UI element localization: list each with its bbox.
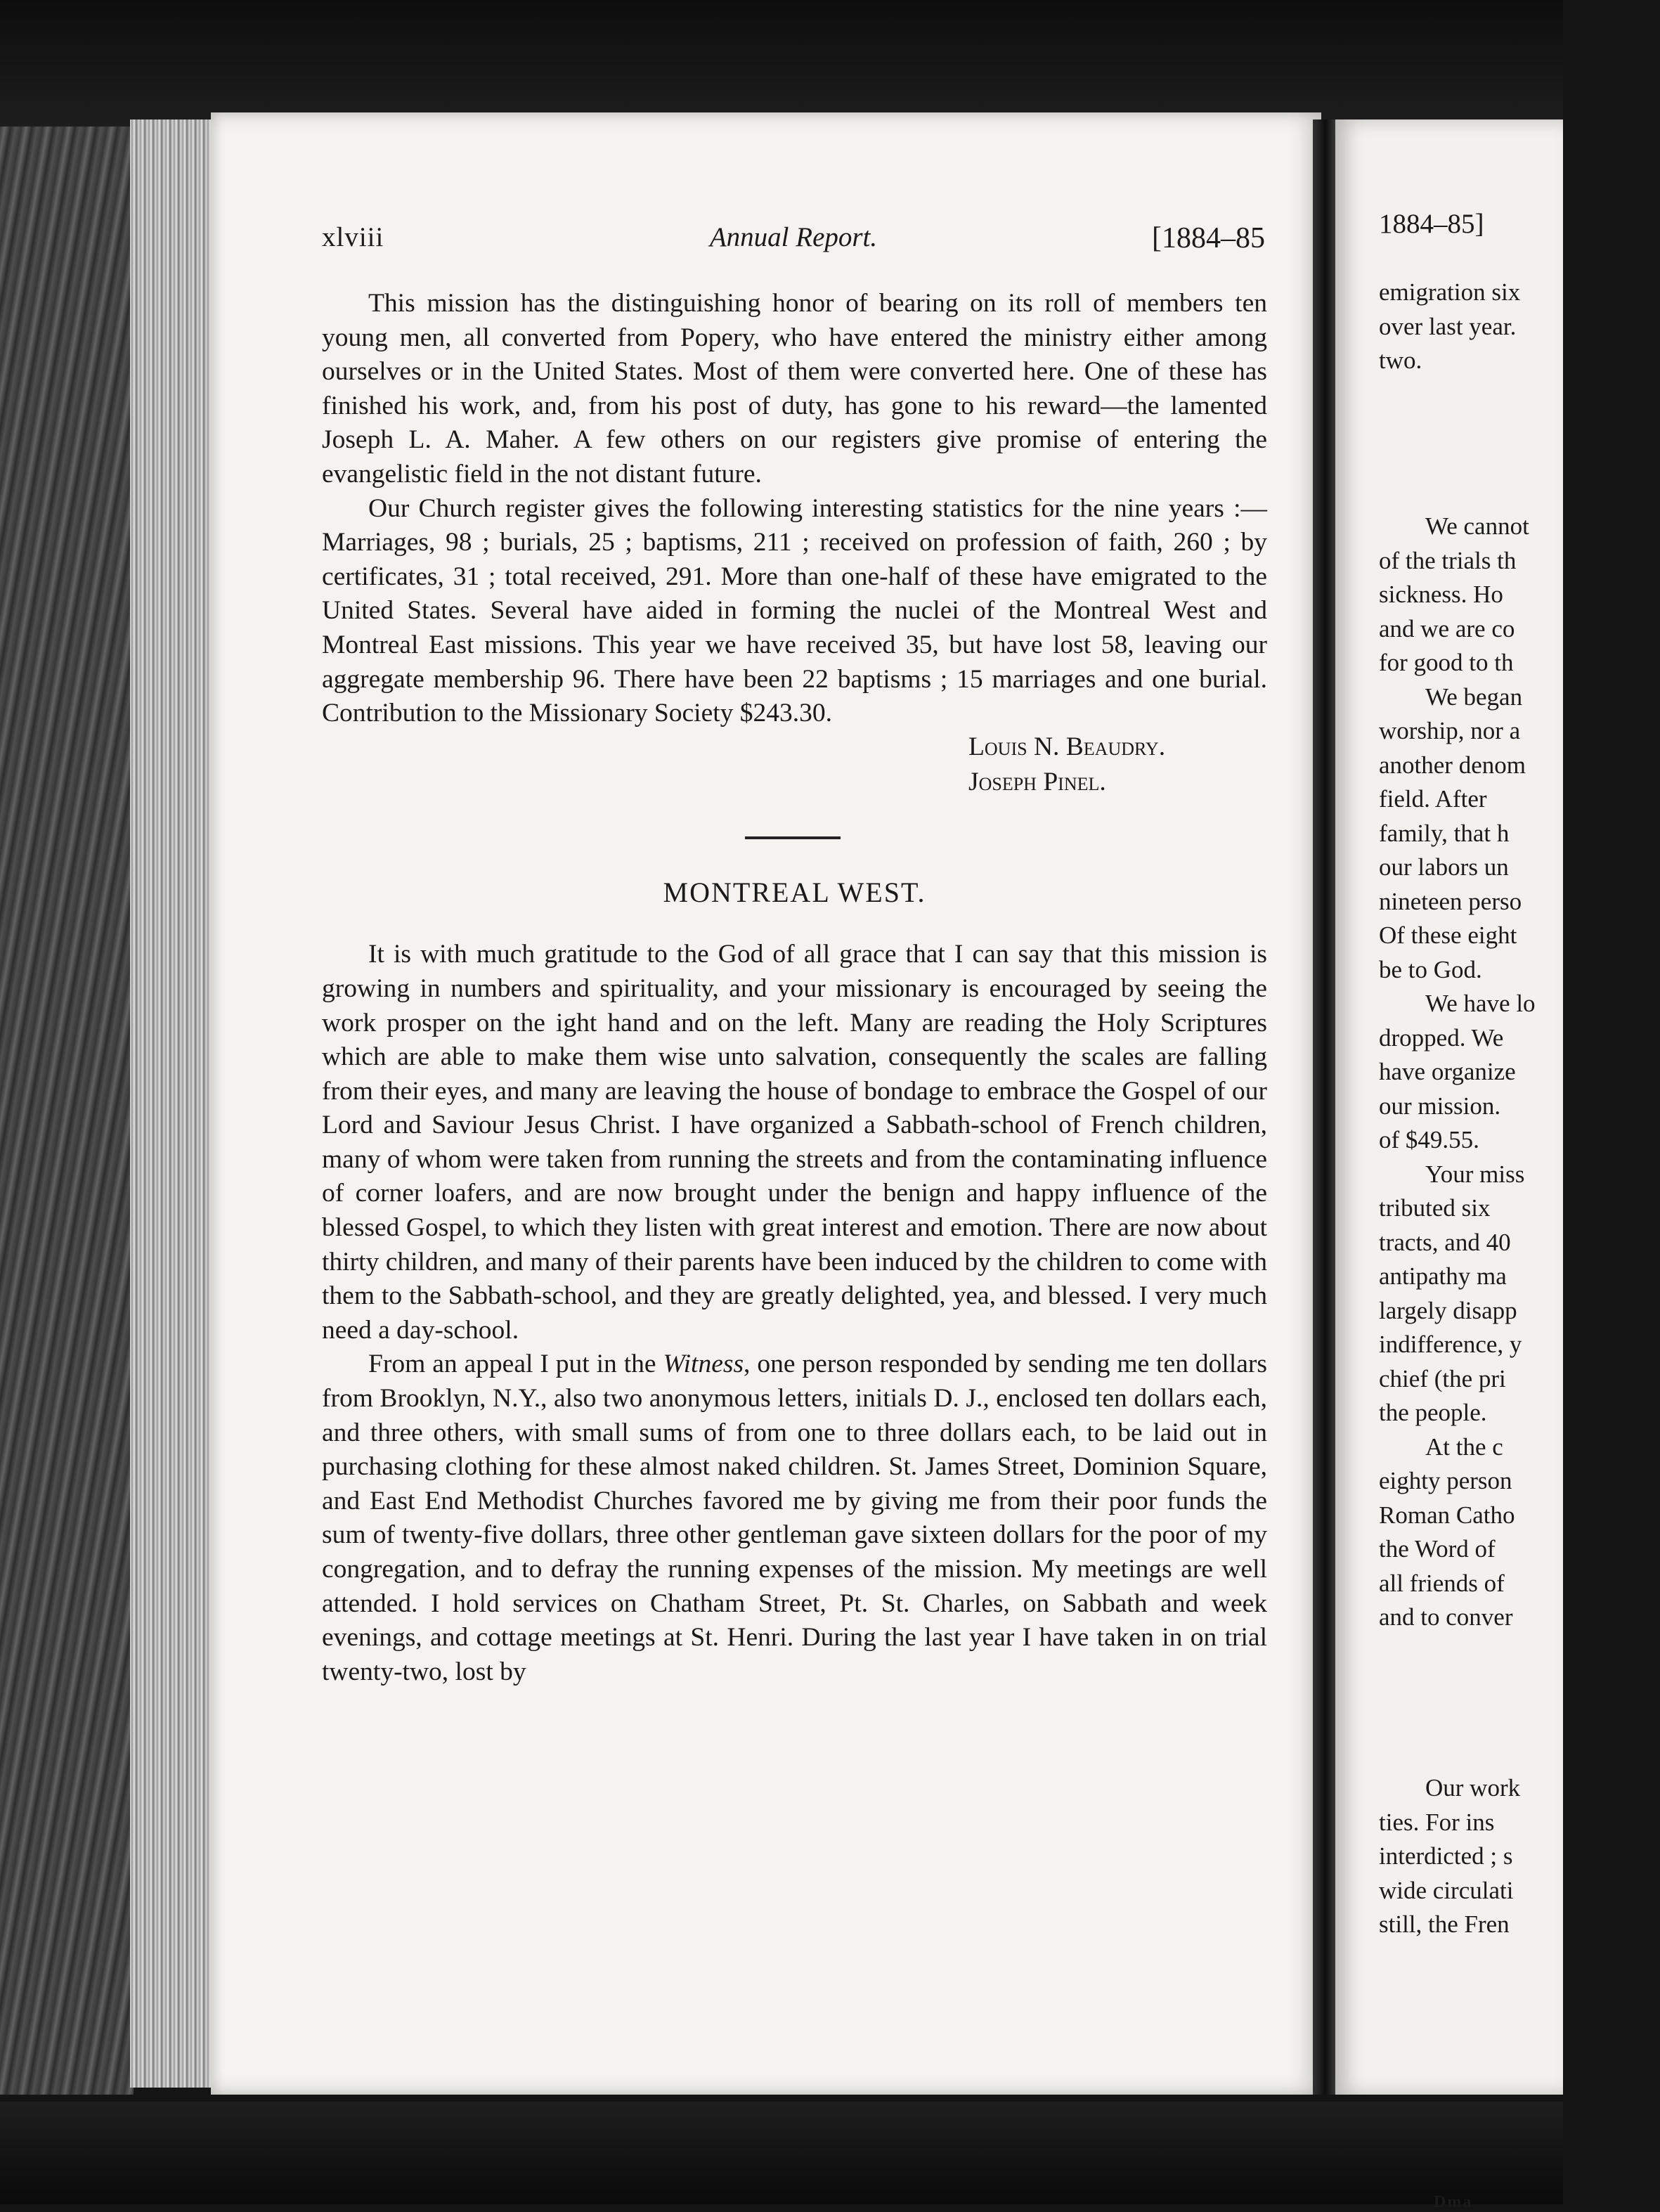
text-line: emigration six <box>1379 278 1521 306</box>
text-line: We cannot <box>1425 512 1529 540</box>
text-line: Your miss <box>1425 1160 1525 1188</box>
book-marbled-edge <box>0 127 134 2095</box>
signature-mark: Dma <box>1434 2193 1473 2211</box>
text-line: antipathy ma <box>1379 1262 1507 1290</box>
paragraph: It is with much gratitude to the God of all grace that I can say that this mission is growing in numbers and spirituality, and your missionary is encouraged by seeing the work prosper on the ight hand and on the left. Many are reading the Holy Scriptures which are able to make them wise unto salvation, consequently the scales are falling from their eyes, and many are leaving the house of bondage to embrace the Gospel of our Lord and Saviour Jesus Christ. I have organized a Sabbath-school of French children, many of whom were taken from running the streets and from the contaminating influence of corner loafers, and are now brought under the benign and happy influence of the blessed Gospel, to which they listen with great interest and emotion. There are now about thirty children, and many of their parents have been induced by the children to come with them to the Sabbath-school, and they are greatly delighted, yea, and blessed. I very much need a day-school. <box>322 940 1267 1345</box>
text-line: worship, nor a <box>1379 717 1521 744</box>
text-line: tracts, and 40 <box>1379 1228 1511 1256</box>
signature: Joseph Pinel. <box>968 767 1106 796</box>
scan-background-bottom <box>0 2102 1563 2204</box>
text-run: , one person responded by sending me ten dollars from Brooklyn, N.Y., also two anonymous letters, initials D. J., enclosed ten dollars each, and three others, with small sums of from one to three dollars each, to be laid out in purchasing clothing for these almost naked children. St. James Street, Dominion Square, and East End Methodist Churches favored me by giving me from their poor funds the sum of twenty-five dollars, three other gentleman gave sixteen dollars for the poor of my congregation, and to defray the running expenses of the mission. My meetings are well attended. I hold services on Chatham Street, Pt. St. Charles, on Sabbath and week evenings, and cottage meetings at St. Henri. During the last year I have taken in on trial twenty-two, lost by <box>322 1350 1267 1686</box>
text-line: Of these eight <box>1379 921 1517 949</box>
text-line: interdicted ; s <box>1379 1842 1513 1870</box>
italic-text: Witness <box>663 1350 744 1379</box>
text-line: of the trials th <box>1379 546 1517 574</box>
running-title: Annual Report. <box>709 222 878 252</box>
text-line: our mission. <box>1379 1092 1501 1120</box>
paragraph <box>322 1347 1267 1689</box>
text-line: be to God. <box>1379 955 1482 983</box>
text-line: nineteen perso <box>1379 887 1522 915</box>
text-line: all friends of <box>1379 1569 1505 1597</box>
text-line: We began <box>1425 683 1523 711</box>
text-line: of $49.55. <box>1379 1126 1479 1153</box>
page-header <box>322 221 1265 264</box>
text-line: indifference, y <box>1379 1331 1522 1358</box>
text-run: From an appeal I put in the <box>368 1350 663 1379</box>
text-line: largely disapp <box>1379 1296 1517 1324</box>
text-line: family, that h <box>1379 819 1510 847</box>
right-year-range: 1884–85] <box>1379 209 1484 239</box>
text-line: eighty person <box>1379 1467 1512 1494</box>
text-line: Our work <box>1425 1774 1521 1802</box>
text-line: dropped. We <box>1379 1023 1504 1052</box>
right-text-block-b <box>1379 510 1660 1635</box>
right-page <box>1335 119 1563 2211</box>
text-line: wide circulati <box>1379 1876 1514 1904</box>
year-range: [1884–85 <box>1152 222 1265 254</box>
paragraph: This mission has the distinguishing honor of bearing on its roll of members ten young men, all converted from Popery, who have entered the ministry either among ourselves or in the United States. Most of them were converted here. One of these has finished his work, and, from his post of duty, has gone to his reward—the lamented Joseph L. A. Maher. A few others on our registers give promise of entering the evangelistic field in the not distant future. <box>322 289 1267 489</box>
text-line: Roman Catho <box>1379 1501 1515 1529</box>
signature: Louis N. Beaudry. <box>968 732 1166 761</box>
book-page-edges <box>130 119 214 2088</box>
text-line: for good to th <box>1379 649 1514 676</box>
text-line: two. <box>1379 347 1422 374</box>
text-line: field. After <box>1379 785 1487 813</box>
text-line: our labors un <box>1379 853 1509 881</box>
text-line: chief (the pri <box>1379 1364 1506 1392</box>
text-line: sickness. Ho <box>1379 581 1503 608</box>
text-line: tributed six <box>1379 1194 1491 1222</box>
section-divider <box>745 836 841 839</box>
paragraph: Our Church register gives the following interesting statistics for the nine years :—Marriages, 98 ; burials, 25 ; baptisms, 211 ; received on profession of faith, 260 ; by certificates, 31 ; total received, 291. More than one-half of these have emigrated to the United States. Several have aided in forming the nuclei of the Montreal West and Montreal East missions. This year we have received 35, but have lost 58, leaving our aggregate membership 96. There have been 22 baptisms ; 15 marriages and one burial. Contribution to the Missionary Society $243.30. <box>322 493 1267 728</box>
text-line: the people. <box>1379 1399 1487 1426</box>
text-line: At the c <box>1425 1432 1503 1461</box>
text-line: and we are co <box>1379 614 1515 642</box>
text-line: and to conver <box>1379 1603 1513 1631</box>
text-line: have organize <box>1379 1058 1516 1085</box>
text-line: ties. For ins <box>1379 1808 1495 1836</box>
text-line: the Word of <box>1379 1535 1496 1563</box>
page-body <box>322 287 1267 1689</box>
text-line: We have lo <box>1425 990 1536 1017</box>
signature-block <box>322 730 1267 800</box>
section-heading: MONTREAL WEST. <box>663 876 926 908</box>
right-text-block-c <box>1379 1771 1660 1942</box>
text-line: another denom <box>1379 751 1526 779</box>
page-number: xlviii <box>322 222 384 252</box>
book-gutter <box>1313 119 1338 2095</box>
text-line: over last year. <box>1379 312 1517 340</box>
right-text-block-a <box>1379 276 1660 378</box>
text-line: still, the Fren <box>1379 1910 1510 1938</box>
